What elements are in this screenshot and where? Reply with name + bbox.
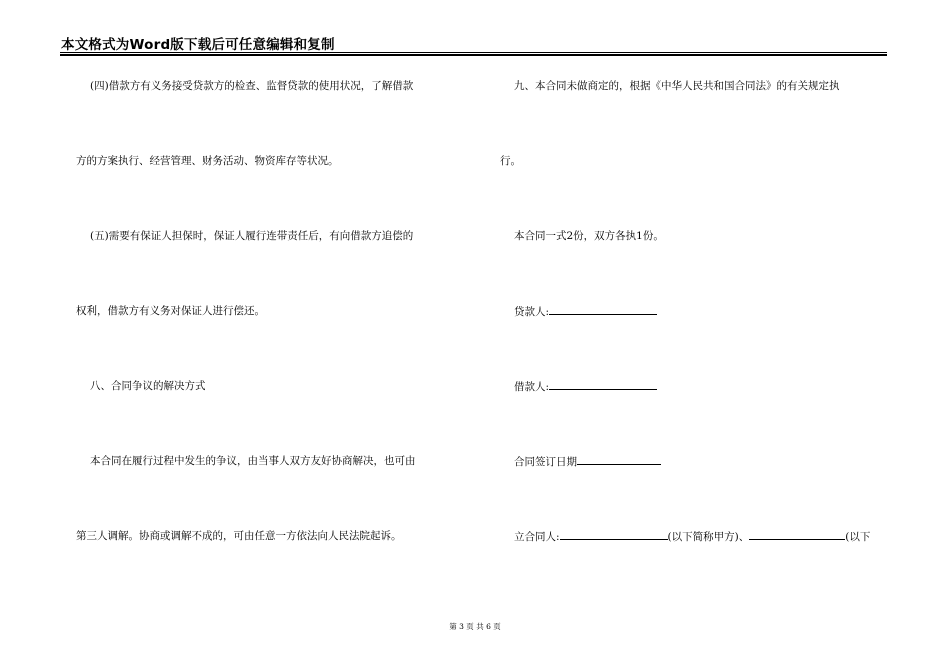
borrower-signature-row <box>514 379 657 394</box>
header-rule-thin <box>60 52 887 53</box>
sign-date-label: 合同签订日期 <box>514 456 577 468</box>
clause-4-line-2: 方的方案执行、经营管理、财务活动、物资库存等状况。 <box>76 155 339 167</box>
dispute-paragraph-line-1: 本合同在履行过程中发生的争议，由当事人双方友好协商解决，也可由 <box>90 455 416 467</box>
sign-date-row <box>514 454 661 469</box>
lender-blank-line[interactable] <box>549 304 657 315</box>
party-a-blank-line[interactable] <box>560 529 668 540</box>
party-b-blank-line[interactable] <box>749 529 845 540</box>
clause-5-line-2: 权利，借款方有义务对保证人进行偿还。 <box>76 305 265 317</box>
document-header-title: 本文格式为Word版下载后可任意编辑和复制 <box>61 37 335 53</box>
sign-date-blank-line[interactable] <box>577 454 661 465</box>
lender-label: 贷款人: <box>514 306 550 318</box>
party-a-note: (以下简称甲方)、 <box>667 531 750 543</box>
parties-label: 立合同人: <box>514 531 560 543</box>
lender-signature-row <box>514 304 657 319</box>
party-b-note: (以下 <box>845 531 871 543</box>
header-rule-thick <box>60 54 887 56</box>
page-number-footer: 第 3 页 共 6 页 <box>449 622 501 631</box>
section-9-line-2: 行。 <box>500 155 521 167</box>
contracting-parties-row <box>514 529 870 544</box>
copies-statement: 本合同一式2份，双方各执1份。 <box>514 230 664 242</box>
dispute-paragraph-line-2: 第三人调解。协商或调解不成的，可由任意一方依法向人民法院起诉。 <box>76 530 402 542</box>
clause-4-line-1: (四)借款方有义务接受贷款方的检查、监督贷款的使用状况，了解借款 <box>90 80 414 92</box>
clause-5-line-1: (五)需要有保证人担保时，保证人履行连带责任后，有向借款方追偿的 <box>90 230 414 242</box>
section-8-title: 八、合同争议的解决方式 <box>90 380 206 392</box>
section-9-line-1: 九、本合同未做商定的，根据《中华人民共和国合同法》的有关规定执 <box>514 80 840 92</box>
borrower-blank-line[interactable] <box>549 379 657 390</box>
borrower-label: 借款人: <box>514 381 550 393</box>
